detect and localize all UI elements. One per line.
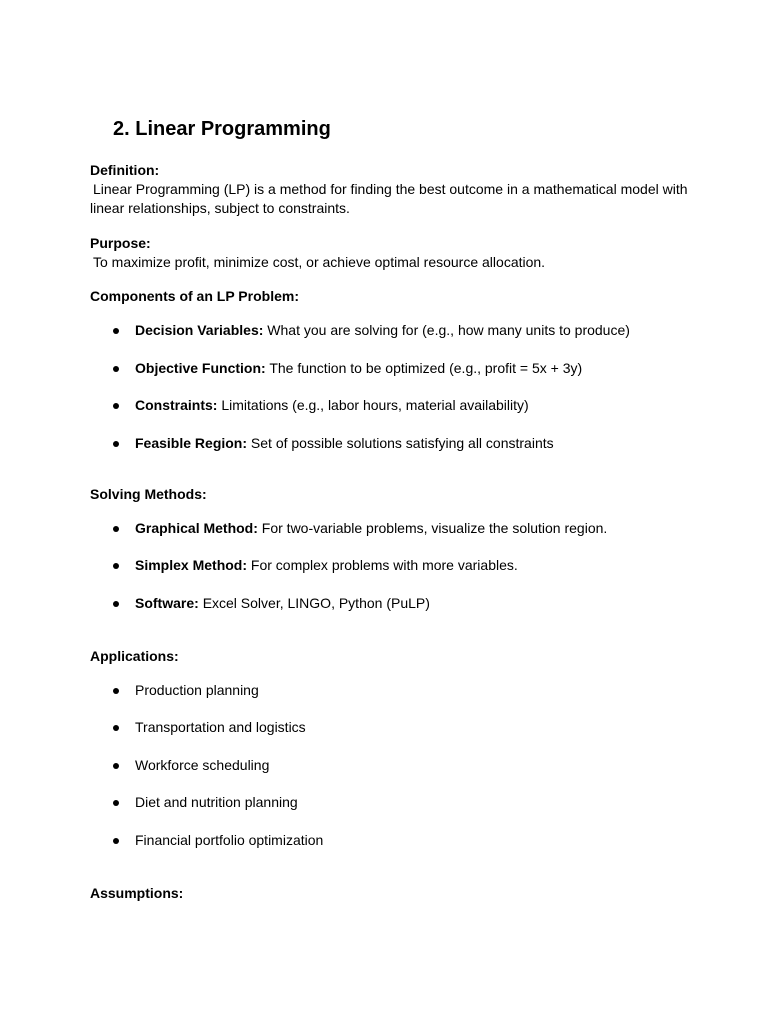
- document-page: [90, 113, 690, 903]
- item-desc: For two-variable problems, visualize the solution region.: [261, 519, 608, 536]
- applications-list: [90, 681, 690, 850]
- definition-label: Definition:: [90, 162, 160, 178]
- list-item: [90, 793, 690, 812]
- applications-label: Applications:: [90, 647, 179, 664]
- item-term: Simplex Method:: [135, 557, 248, 573]
- bullet-icon: [113, 403, 119, 409]
- item-term: Feasible Region:: [135, 434, 248, 451]
- list-item: [90, 321, 690, 340]
- item-text: Production planning: [135, 681, 259, 698]
- bullet-icon: [113, 725, 119, 731]
- bullet-icon: [113, 601, 119, 607]
- item-text: Diet and nutrition planning: [135, 794, 298, 810]
- bullet-icon: [113, 328, 119, 334]
- bullet-icon: [113, 563, 119, 569]
- list-item: [90, 756, 690, 775]
- bullet-icon: [113, 800, 119, 806]
- item-desc: The function to be optimized (e.g., profit = 5x + 3y): [269, 359, 583, 376]
- item-desc: Limitations (e.g., labor hours, material availability): [221, 397, 529, 413]
- item-term: Constraints:: [135, 397, 218, 413]
- page-title: 2. Linear Programming: [113, 118, 331, 140]
- bullet-icon: [113, 763, 119, 769]
- list-item: [90, 681, 690, 700]
- purpose-body: To maximize profit, minimize cost, or achieve optimal resource allocation.: [93, 254, 546, 270]
- list-item: [90, 831, 690, 850]
- item-term: Graphical Method:: [135, 519, 258, 536]
- components-label: Components of an LP Problem:: [90, 288, 299, 304]
- item-term: Objective Function:: [135, 359, 266, 376]
- assumptions-label: Assumptions:: [90, 884, 184, 901]
- bullet-icon: [113, 366, 119, 372]
- list-item: [90, 594, 690, 613]
- bullet-icon: [113, 441, 119, 447]
- item-desc: Set of possible solutions satisfying all constraints: [250, 434, 554, 451]
- purpose-text: [90, 253, 690, 272]
- item-text: Workforce scheduling: [135, 756, 270, 773]
- list-item: [90, 519, 690, 538]
- solving-methods-label: Solving Methods:: [90, 485, 207, 502]
- list-item: [90, 718, 690, 737]
- components-list: [90, 321, 690, 453]
- purpose-label: Purpose:: [90, 235, 151, 251]
- item-desc: For complex problems with more variables.: [250, 557, 518, 573]
- item-text: Financial portfolio optimization: [135, 831, 324, 848]
- solving-methods-list: [90, 519, 690, 613]
- item-term: Software:: [135, 594, 199, 611]
- list-item: [90, 556, 690, 575]
- bullet-icon: [113, 688, 119, 694]
- list-item: [90, 359, 690, 378]
- bullet-icon: [113, 838, 119, 844]
- item-desc: What you are solving for (e.g., how many units to produce): [267, 322, 630, 338]
- definition-text: [90, 180, 690, 218]
- item-text: Transportation and logistics: [135, 719, 306, 735]
- list-item: [90, 396, 690, 415]
- definition-body: Linear Programming (LP) is a method for finding the best outcome in a mathematical model with linear relationships, subject to constraints.: [90, 181, 688, 216]
- item-desc: Excel Solver, LINGO, Python (PuLP): [202, 594, 430, 611]
- bullet-icon: [113, 526, 119, 532]
- list-item: [90, 434, 690, 453]
- item-term: Decision Variables:: [135, 322, 264, 338]
